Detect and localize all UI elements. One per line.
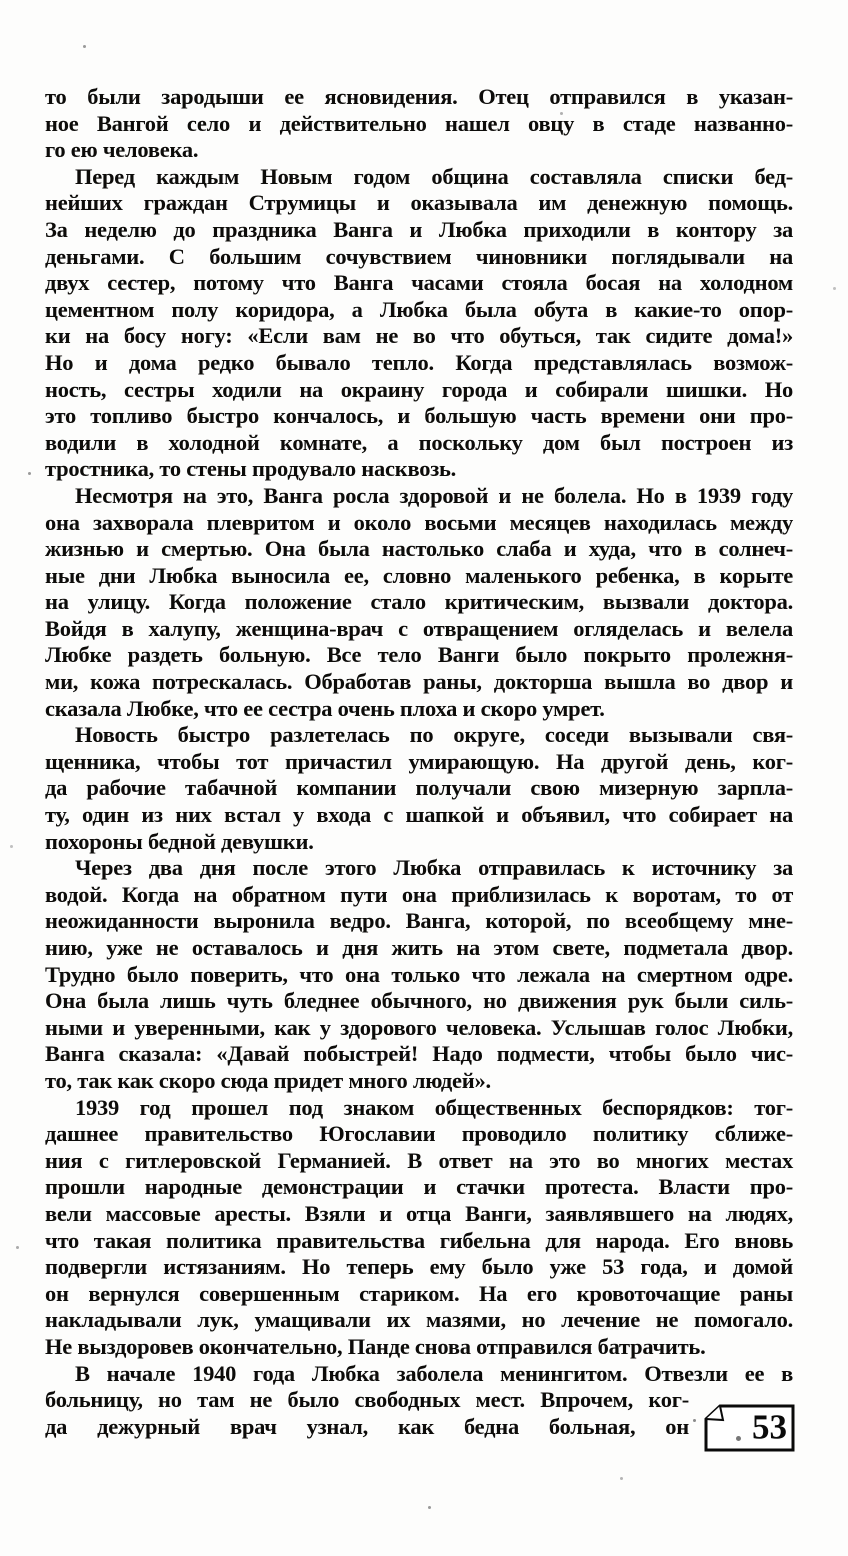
- text-line: да рабочие табачной компании получали свою мизерную зарпла-: [45, 775, 793, 801]
- text-line: ные дни Любка выносила ее, словно маленького ребенка, в корыте: [45, 562, 793, 588]
- text-line: она захворала плевритом и около восьми месяцев находилась между: [45, 509, 793, 535]
- text-line: то были зародыши ее ясновидения. Отец отправился в указан-: [45, 84, 793, 109]
- text-line: Несмотря на это, Ванга росла здоровой и не болела. Но в 1939 году: [75, 482, 793, 508]
- text-line: ными и уверенными, как у здорового человека. Услышав голос Любки,: [45, 1014, 793, 1040]
- text-line: водой. Когда на обратном пути она приблизилась к воротам, то от: [45, 881, 793, 907]
- text-line: дашнее правительство Югославии проводило политику сближе-: [45, 1121, 793, 1147]
- text-line: В начале 1940 года Любка заболела менингитом. Отвезли ее в: [75, 1360, 793, 1386]
- text-line: больницу, но там не было свободных мест. Впрочем, ког-: [45, 1387, 689, 1413]
- text-line: то, так как скоро сюда придет много людей».: [45, 1067, 491, 1093]
- text-line: нию, уже не оставалось и дня жить на этом свете, подметала двор.: [45, 935, 793, 960]
- text-line: За неделю до праздника Ванга и Любка приходили в контору за: [45, 216, 793, 242]
- text-line: подвергли истязаниям. Но теперь ему было уже 53 года, и домой: [45, 1254, 793, 1280]
- text-line: ту, один из них встал у входа с шапкой и объявил, что собирает на: [45, 802, 793, 828]
- text-line: да дежурный врач узнал, как бедна больная, он: [45, 1413, 689, 1439]
- text-line: ное Вангой село и действительно нашел овцу в стаде названно-: [45, 110, 793, 136]
- text-line: ми, кожа потрескалась. Обработав раны, докторша вышла во двор и: [45, 669, 793, 695]
- text-line: цементном полу коридора, а Любка была обута в какие-то опор-: [45, 296, 793, 322]
- text-line: прошли народные демонстрации и стачки протеста. Власти про-: [45, 1174, 793, 1200]
- text-line: сказала Любке, что ее сестра очень плоха и скоро умрет.: [45, 695, 605, 721]
- text-line: 1939 год прошел под знаком общественных беспорядков: тог-: [75, 1094, 793, 1120]
- text-line: накладывали лук, умащивали их мазями, но лечение не помогало.: [45, 1307, 793, 1333]
- text-line: ния с гитлеровской Германией. В ответ на это во многих местах: [45, 1147, 793, 1173]
- text-line: ность, сестры ходили на окраину города и собирали шишки. Но: [45, 376, 793, 402]
- text-line: жизнью и смертью. Она была настолько слаба и худа, что в солнеч-: [45, 536, 793, 562]
- text-line: ки на босу ногу: «Если вам не во что обуться, так сидите дома!»: [45, 323, 793, 349]
- text-line: Ванга сказала: «Давай побыстрей! Надо подмести, чтобы было чис-: [45, 1041, 793, 1067]
- text-line: водили в холодной комнате, а поскольку дом был построен из: [45, 429, 793, 455]
- text-line: что такая политика правительства гибельна для народа. Его вновь: [45, 1227, 793, 1253]
- text-line: Она была лишь чуть бледнее обычного, но движения рук были силь-: [45, 988, 793, 1014]
- text-line: Через два дня после этого Любка отправилась к источнику за: [75, 855, 793, 881]
- text-line: вели массовые аресты. Взяли и отца Ванги, заявлявшего на людях,: [45, 1200, 793, 1226]
- text-line: Но и дома редко бывало тепло. Когда представлялась возмож-: [45, 349, 793, 375]
- text-line: это топливо быстро кончалось, и большую часть времени они про-: [45, 403, 793, 429]
- text-line: щенника, чтобы тот причастил умирающую. На другой день, ког-: [45, 748, 793, 774]
- page-number-badge: [703, 1404, 796, 1453]
- text-line: двух сестер, потому что Ванга часами стояла босая на холодном: [45, 270, 793, 296]
- scan-noise: [0, 0, 3, 3]
- text-line: Новость быстро разлетелась по округе, соседи вызывали свя-: [75, 722, 793, 748]
- text-line: он вернулся совершенным стариком. На его кровоточащие раны: [45, 1280, 793, 1306]
- text-line: Войдя в халупу, женщина-врач с отвращением огляделась и велела: [45, 615, 793, 641]
- text-line: неожиданности выронила ведро. Ванга, которой, по всеобщему мне-: [45, 908, 793, 934]
- body-text: [45, 84, 793, 1440]
- text-line: го ею человека.: [45, 137, 199, 163]
- text-line: нейших граждан Струмицы и оказывала им денежную помощь.: [45, 190, 793, 216]
- text-line: Любке раздеть больную. Все тело Ванги было покрыто пролежня-: [45, 642, 793, 668]
- text-line: Трудно было поверить, что она только что лежала на смертном одре.: [45, 961, 793, 987]
- page-number: 53: [752, 1406, 787, 1446]
- text-line: Не выздоровев окончательно, Панде снова отправился батрачить.: [45, 1333, 706, 1359]
- text-line: Перед каждым Новым годом община составляла списки бед-: [75, 163, 793, 189]
- text-line: на улицу. Когда положение стало критическим, вызвали доктора.: [45, 589, 793, 615]
- text-line: тростника, то стены продувало насквозь.: [45, 456, 457, 482]
- text-line: похороны бедной девушки.: [45, 828, 314, 854]
- text-line: деньгами. С большим сочувствием чиновники поглядывали на: [45, 243, 793, 269]
